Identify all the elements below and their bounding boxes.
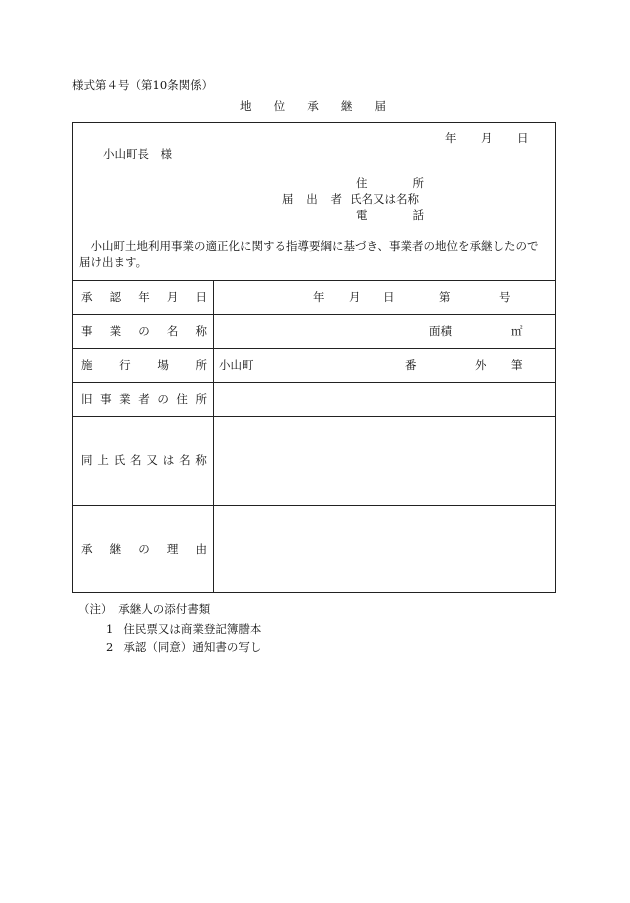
note-number: 1	[106, 622, 114, 636]
note-text: 住民票又は商業登記簿謄本	[123, 622, 262, 636]
address-label: 住 所	[356, 176, 424, 190]
note-number: 2	[106, 640, 114, 654]
column-divider	[213, 280, 214, 592]
note-item	[106, 624, 261, 636]
label-approval-date: 承 認 年 月 日	[81, 290, 207, 304]
note-item	[106, 642, 261, 654]
addressee: 小山町長 様	[103, 147, 172, 161]
submitter-label: 届 出 者	[282, 192, 342, 206]
area-label: 面積	[429, 324, 452, 338]
row-divider	[73, 314, 555, 315]
approval-day-label: 日	[383, 290, 395, 304]
notes-heading: （注） 承継人の添付書類	[78, 602, 211, 616]
row-divider	[73, 416, 555, 417]
location-town: 小山町	[219, 358, 254, 372]
area-unit: ㎡	[511, 324, 523, 338]
row-divider	[73, 280, 555, 281]
name-label: 氏名又は名称	[350, 192, 419, 206]
label-reason: 承 継 の 理 由	[81, 542, 207, 556]
title-char: 位	[273, 99, 286, 113]
approval-month-label: 月	[349, 290, 361, 304]
title-char: 地	[240, 99, 252, 113]
approval-no-prefix: 第	[439, 290, 451, 304]
label-business-name: 事 業 の 名 称	[81, 324, 207, 338]
location-ban: 番	[405, 358, 417, 372]
form-table	[72, 122, 556, 593]
phone-label: 電 話	[356, 208, 424, 222]
title-char: 承	[307, 99, 319, 113]
form-number: 様式第４号（第10条関係）	[72, 78, 214, 92]
row-divider	[73, 382, 555, 383]
title-char: 継	[340, 99, 353, 113]
label-former-address: 旧 事 業 者 の 住 所	[81, 392, 207, 406]
label-location: 施 行 場 所	[81, 358, 207, 372]
note-text: 承認（同意）通知書の写し	[123, 640, 262, 654]
location-hitsu: 筆	[511, 358, 523, 372]
approval-year-label: 年	[313, 290, 325, 304]
row-divider	[73, 505, 555, 506]
title-char: 届	[374, 99, 386, 113]
row-divider	[73, 348, 555, 349]
location-gai: 外	[475, 358, 487, 372]
approval-no-suffix: 号	[499, 290, 511, 304]
header-month-label: 月	[481, 131, 493, 145]
page-title	[240, 101, 386, 113]
header-year-label: 年	[445, 131, 457, 145]
header-day-label: 日	[517, 131, 529, 145]
label-former-name: 同 上 氏 名 又 は 名 称	[81, 453, 207, 467]
statement-text: 小山町土地利用事業の適正化に関する指導要綱に基づき、事業者の地位を承継したので届け出ます。	[79, 239, 539, 269]
